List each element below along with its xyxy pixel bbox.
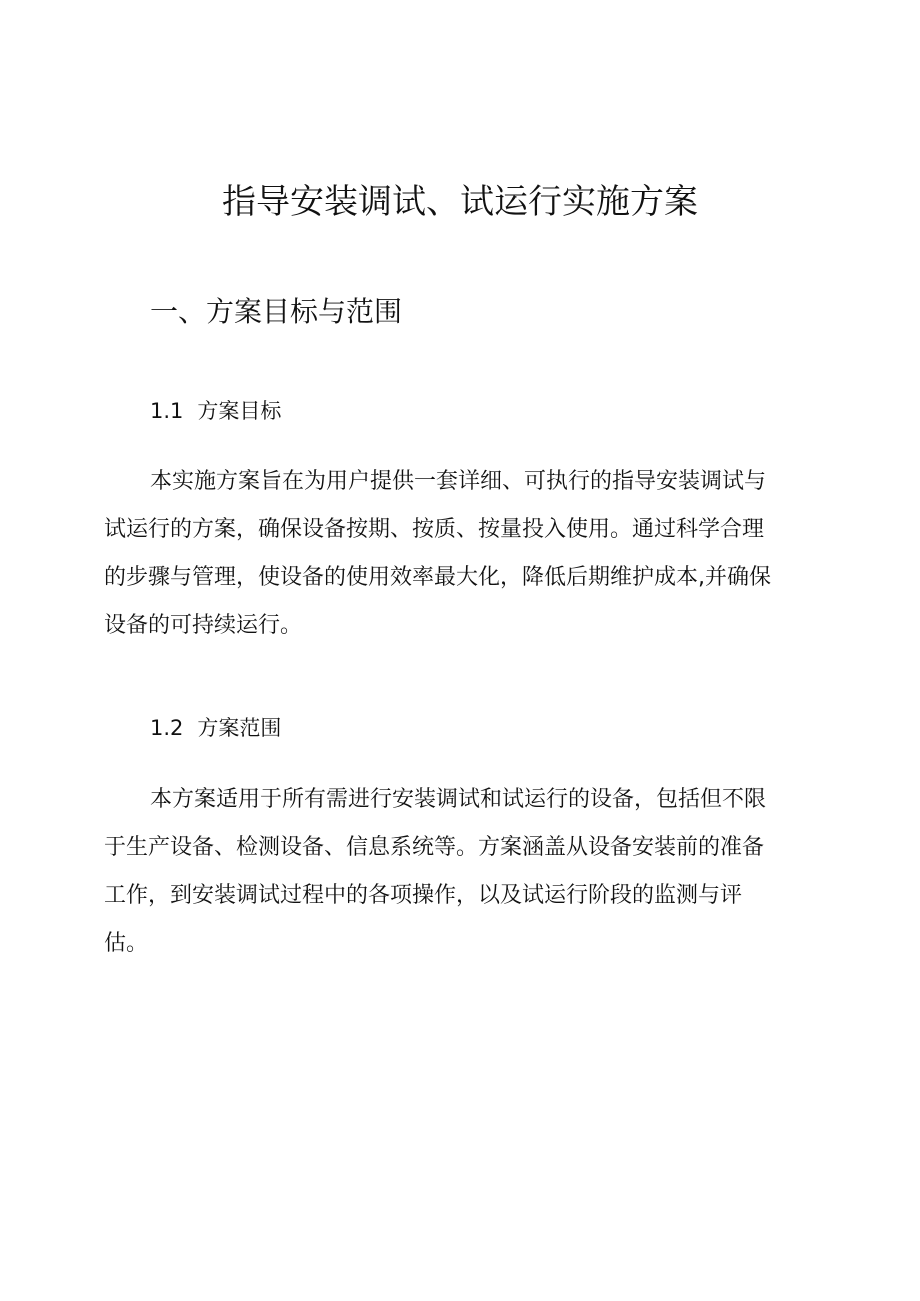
paragraph-line: 于生产设备、检测设备、信息系统等。方案涵盖从设备安装前的准备 xyxy=(104,835,765,860)
paragraph-line: 设备的可持续运行。 xyxy=(104,613,303,638)
subsection-heading-scope xyxy=(150,712,281,744)
subsection-number: 1.1 xyxy=(150,399,184,423)
paragraph-line: 的步骤与管理，使设备的使用效率最大化，降低后期维护成本,并确保 xyxy=(104,565,771,590)
paragraph-scope xyxy=(104,776,816,968)
subsection-label: 方案目标 xyxy=(197,399,282,423)
paragraph-line: 本实施方案旨在为用户提供一套详细、可执行的指导安装调试与 xyxy=(150,469,767,494)
document-title: 指导安装调试、试运行实施方案 xyxy=(222,182,698,222)
subsection-label: 方案范围 xyxy=(197,716,282,740)
paragraph-line: 工作，到安装调试过程中的各项操作，以及试运行阶段的监测与评 xyxy=(104,883,743,908)
paragraph-goal xyxy=(104,458,816,650)
paragraph-line: 本方案适用于所有需进行安装调试和试运行的设备，包括但不限 xyxy=(150,787,767,812)
paragraph-line: 估。 xyxy=(104,931,149,956)
subsection-heading-goal xyxy=(150,395,281,427)
section-heading: 一、方案目标与范围 xyxy=(150,295,403,328)
paragraph-line: 试运行的方案，确保设备按期、按质、按量投入使用。通过科学合理 xyxy=(104,517,765,542)
subsection-number: 1.2 xyxy=(150,716,184,740)
